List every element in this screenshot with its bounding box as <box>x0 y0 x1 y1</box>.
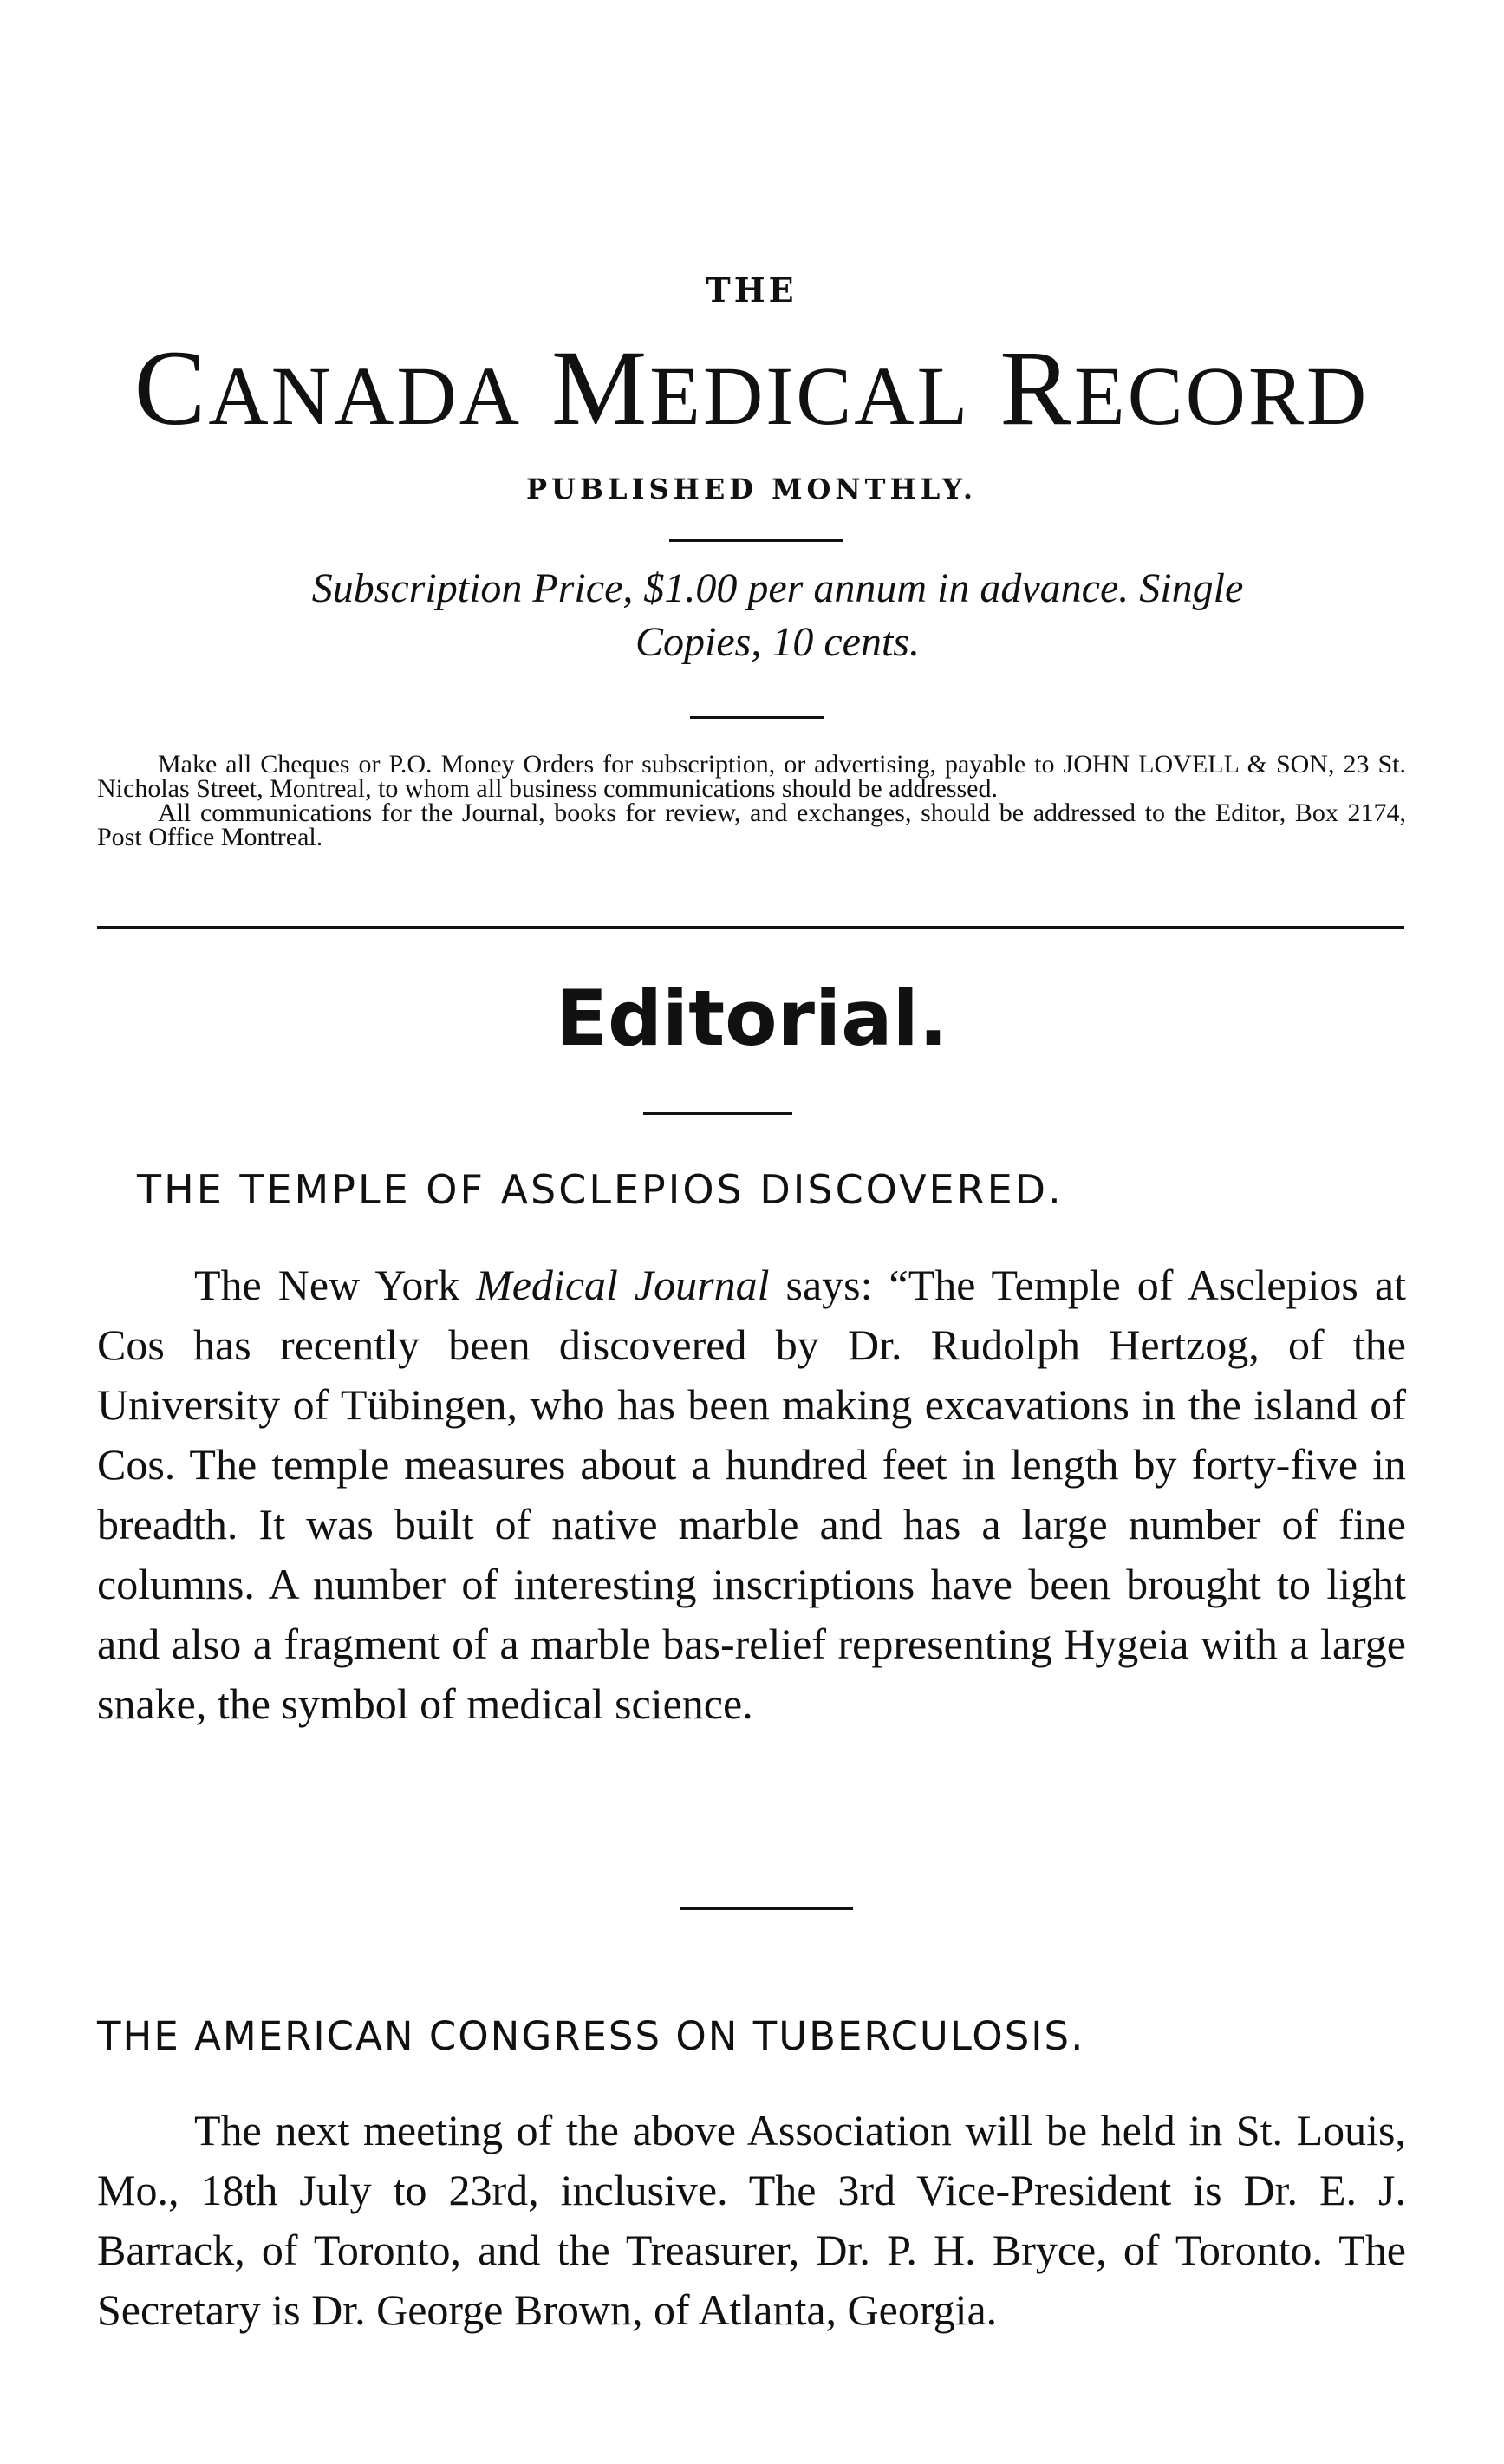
subscription-line-1: Subscription Price, $1.00 per annum in advance. Single <box>311 565 1244 611</box>
journal-page <box>97 0 1406 2464</box>
divider-rule <box>690 716 824 719</box>
title-initial-r: R <box>999 329 1074 447</box>
divider-rule <box>669 539 843 542</box>
divider-rule <box>643 1112 792 1115</box>
journal-name: Medical Journal <box>476 1261 770 1309</box>
title-initial-m: M <box>551 329 650 447</box>
masthead-the: THE <box>706 271 798 310</box>
article-body: The next meeting of the above Association will be held in St. Louis, Mo., 18th July to 23rd, inclusive. The 3rd Vice-President is Dr. E. J. Barrack, of Toronto, and the Treasurer, Dr. P. H. Bryce, of Toronto. The Secretary is Dr. George Brown, of Atlanta, Georgia. <box>97 2106 1406 2334</box>
divider-rule <box>680 1907 853 1910</box>
subscription-info <box>175 562 1380 669</box>
section-title: Editorial. <box>555 974 948 1063</box>
publication-frequency: PUBLISHED MONTHLY. <box>525 473 977 505</box>
notice-paragraph-2: All communications for the Journal, books for review, and exchanges, should be addressed to the Editor, Box 2174, Post Office Montreal. <box>97 799 1406 851</box>
title-initial-c: C <box>133 329 209 447</box>
article-body <box>97 1255 1406 1734</box>
title-word-medical: EDICAL <box>649 349 971 442</box>
subscription-line-2: Copies, 10 cents. <box>635 619 920 665</box>
article-body-lead: The New York <box>194 1261 477 1309</box>
title-word-record: ECORD <box>1073 349 1370 442</box>
divider-rule <box>97 926 1404 929</box>
publisher-notice <box>97 750 1406 851</box>
article-heading: THE TEMPLE OF ASCLEPIOS DISCOVERED. <box>137 1166 1064 1213</box>
article-heading: THE AMERICAN CONGRESS ON TUBERCULOSIS. <box>97 2013 1085 2059</box>
title-word-canada: ANADA <box>208 349 523 442</box>
masthead-title <box>92 328 1411 457</box>
article-body-rest: says: “The Temple of Asclepios at Cos has recently been discovered by Dr. Rudolph Hertzog, of the University of Tübingen, who has been making excavations in the island of Cos. The temple measures about a hundred feet in length by forty-five in breadth. It was built of native marble and has a large number of fine columns. A number of interesting inscriptions have been brought to light and also a fragment of a marble bas-relief representing Hygeia with a large snake, the symbol of medical science. <box>97 1261 1406 1728</box>
notice-paragraph-1: Make all Cheques or P.O. Money Orders for subscription, or advertising, payable to JOHN LOVELL & SON, 23 St. Nicholas Street, Montreal, to whom all business communications should be addressed. <box>97 750 1406 803</box>
